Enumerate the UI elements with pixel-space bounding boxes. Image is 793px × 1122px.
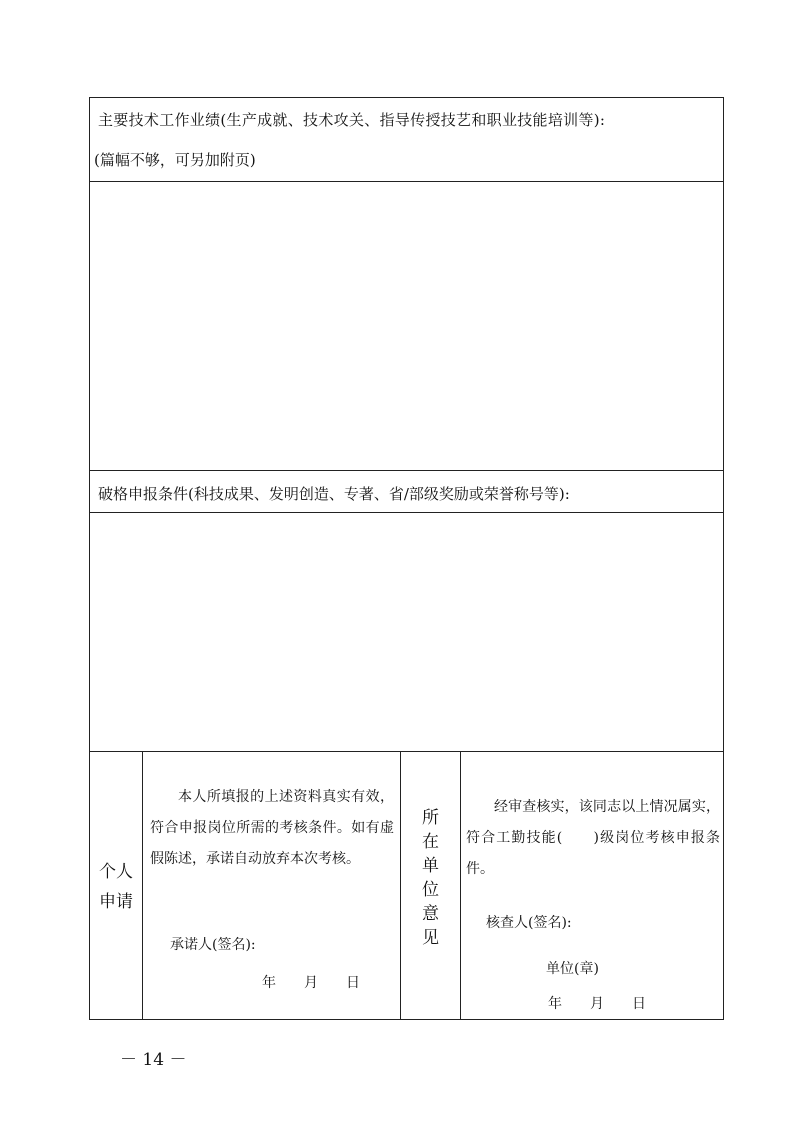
achievements-content-area[interactable] xyxy=(90,182,723,470)
achievements-note: (篇幅不够，可另加附页) xyxy=(94,151,256,169)
unit-label-char: 位 xyxy=(422,880,439,900)
unit-label-char: 所 xyxy=(422,808,439,828)
unit-label-char: 在 xyxy=(422,832,439,852)
personal-statement: 本人所填报的上述资料真实有效，符合申报岗位所需的考核条件。如有虚假陈述，承诺自动放弃本次考核。 xyxy=(150,789,394,867)
column-divider xyxy=(142,751,143,1020)
page-number: － 14 － xyxy=(120,1050,187,1070)
achievements-title: 主要技术工作业绩(生产成就、技术攻关、指导传授技艺和职业技能培训等): xyxy=(98,111,606,129)
unit-label-char: 见 xyxy=(422,928,439,948)
personal-application-label xyxy=(90,860,142,914)
personal-label-line1: 个人 xyxy=(99,862,133,882)
column-divider xyxy=(460,751,461,1020)
personal-date[interactable]: 年 月 日 xyxy=(262,975,360,991)
unit-label-char: 意 xyxy=(422,904,439,924)
exceptional-conditions-title: 破格申报条件(科技成果、发明创造、专著、省/部级奖励或荣誉称号等): xyxy=(98,485,570,503)
unit-opinion-label xyxy=(401,806,460,950)
checker-signature-label[interactable]: 核查人(签名): xyxy=(486,915,572,931)
divider xyxy=(90,751,723,752)
unit-date[interactable]: 年 月 日 xyxy=(548,996,646,1012)
unit-statement: 经审查核实，该同志以上情况属实，符合工勤技能( )级岗位考核申报条件。 xyxy=(466,799,720,877)
promisor-signature-label[interactable]: 承诺人(签名): xyxy=(170,937,256,953)
unit-seal-label[interactable]: 单位(章) xyxy=(546,961,599,977)
application-form xyxy=(89,97,724,1020)
personal-label-line2: 申请 xyxy=(99,892,133,912)
unit-label-char: 单 xyxy=(422,856,439,876)
divider xyxy=(90,470,723,471)
exceptional-conditions-content-area[interactable] xyxy=(90,513,723,750)
